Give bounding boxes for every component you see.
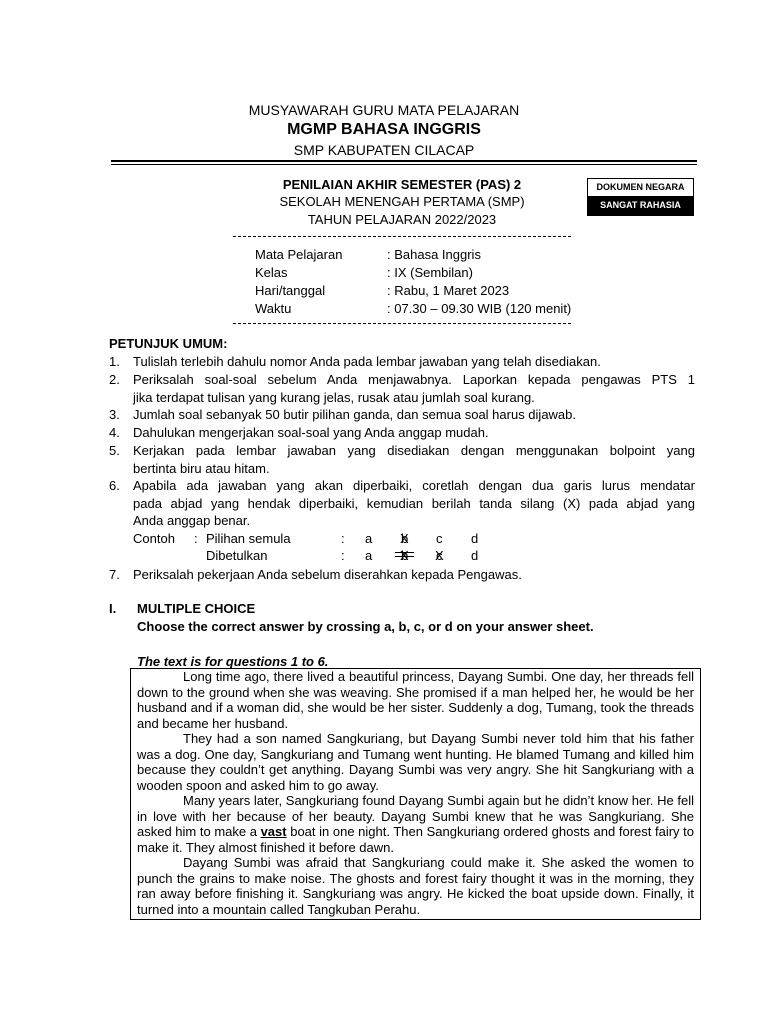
list-number: 7. [109,567,120,582]
list-item [133,424,695,442]
section-instruction: Choose the correct answer by crossing a, b, c, or d on your answer sheet. [137,619,594,634]
example-row2-sep: : [341,548,345,563]
header-rule-thick [111,160,697,162]
example-colon: : [194,531,198,546]
example-row1-sep: : [341,531,345,546]
instructions-heading: PETUNJUK UMUM: [109,336,228,351]
region-name: SMP KABUPATEN CILACAP [293,142,475,158]
list-item-line: Apabila ada jawaban yang akan diperbaiki, coretlah dengan dua garis lurus mendatar [133,478,695,493]
crossed-letter: b X [401,547,408,565]
info-value: : IX (Sembilan) [387,265,473,280]
crossed-letter: b X [401,530,408,548]
passage-paragraph: They had a son named Sangkuriang, but Dayang Sumbi never told him that his father was a dog. One day, Sangkuriang and Tumang went hunting. He blamed Tumang and killed him because they couldn’t get anything. Dayang Sumbi was very angry. She hit Sangkuriang with a wooden spoon and asked him to go away. [137,731,694,793]
list-item-line: Tulislah terlebih dahulu nomor Anda pada lembar jawaban yang telah disediakan. [133,354,601,369]
passage-paragraph: Dayang Sumbi was afraid that Sangkuriang could make it. She asked the women to punch the grains to make noise. The ghosts and forest fairy thought it was in the morning, they ran away before finishing it. Sangkuriang was angry. He kicked the boat upside down. Finally, it turned into a mountain called Tangkuban Perahu. [137,855,694,917]
list-item [133,353,695,371]
info-label: Mata Pelajaran [255,247,343,262]
example-row2-label: Dibetulkan [206,548,268,563]
list-item-line: pada abjad yang hendak diperbaiki, kemudian berilah tanda silang (X) pada abjad yang [133,495,695,511]
example-option-struck [401,547,408,565]
list-number: 3. [109,407,120,422]
exam-title: PENILAIAN AKHIR SEMESTER (PAS) 2 [282,177,522,192]
list-item-line: Kerjakan pada lembar jawaban yang disediakan dengan menggunakan bolpoint yang [133,443,695,458]
example-option: d [471,531,479,546]
passage-text: boat in one night. Then Sangkuriang ordered ghosts and forest fairy to make it. They almost finished it before dawn. [137,824,694,855]
reading-passage [130,668,701,920]
example-option-crossed [401,530,408,548]
mgmp-title: MGMP BAHASA INGGRIS [287,121,481,138]
info-value: : 07.30 – 09.30 WIB (120 menit) [387,301,572,316]
list-item-line: Anda anggap benar. [133,513,251,529]
badge-top-text: DOKUMEN NEGARA [588,179,693,196]
info-label: Hari/tanggal [255,283,326,298]
example-option-crossed [436,547,443,565]
info-label: Waktu [255,301,292,316]
academic-year: TAHUN PELAJARAN 2022/2023 [307,212,497,227]
info-divider-top [233,236,571,237]
list-item-line: Periksalah soal-soal sebelum Anda menjawabnya. Laporkan kepada pengawas PTS 1 [133,372,695,387]
list-item-line: bertinta biru atau hitam. [133,460,270,476]
example-option: d [471,548,479,563]
list-number: 6. [109,478,120,493]
section-number: I. [109,601,117,616]
example-option: c [436,531,443,546]
list-number: 1. [109,354,120,369]
info-value: : Bahasa Inggris [387,247,481,262]
list-item-line: Jumlah soal sebanyak 50 butir pilihan ganda, dan semua soal harus dijawab. [133,407,577,422]
text-intro: The text is for questions 1 to 6. [137,654,329,669]
list-item-line: Periksalah pekerjaan Anda sebelum diserahkan kepada Pengawas. [133,567,522,582]
example-row1-label: Pilihan semula [206,531,291,546]
list-item [133,442,695,477]
header-rule-thin [111,164,697,165]
info-label: Kelas [255,265,288,280]
list-item [133,477,695,530]
list-item [133,406,695,424]
list-item [133,371,695,406]
badge-bottom-text: SANGAT RAHASIA [588,196,693,215]
example-option: a [365,548,373,563]
passage-text: Many years later, Sangkuriang found Dayang Sumbi again but he didn’t know her. He fell in love with her because of her beauty. Dayang Sumbi knew that he was Sangkuriang. She asked him to make a [137,793,694,839]
example-option: a [365,531,373,546]
section-title: MULTIPLE CHOICE [137,601,256,616]
passage-paragraph [131,793,700,855]
list-number: 2. [109,372,120,387]
list-item [133,566,695,584]
info-value: : Rabu, 1 Maret 2023 [387,283,510,298]
list-number: 4. [109,425,120,440]
crossed-letter: c X [436,547,443,565]
list-number: 5. [109,443,120,458]
confidential-badge [587,178,694,216]
struck-letter [401,547,408,565]
example-label: Contoh [133,531,175,546]
passage-paragraph: Long time ago, there lived a beautiful princess, Dayang Sumbi. One day, her threads fell down to the ground when she was weaving. She promised if a man helped her, he would be her husband and if a woman did, she would be her sister. Suddenly a dog, Tumang, took the threads and became her husband. [137,669,694,731]
list-item-line: Dahulukan mengerjakan soal-soal yang Anda anggap mudah. [133,425,489,440]
organization-name: MUSYAWARAH GURU MATA PELAJARAN [248,102,520,118]
list-item-line: jika terdapat tulisan yang kurang jelas, rusak atau jumlah soal kurang. [133,389,535,405]
highlighted-word: vast [260,824,287,839]
info-divider-bottom [233,323,571,324]
school-level: SEKOLAH MENENGAH PERTAMA (SMP) [279,194,525,209]
